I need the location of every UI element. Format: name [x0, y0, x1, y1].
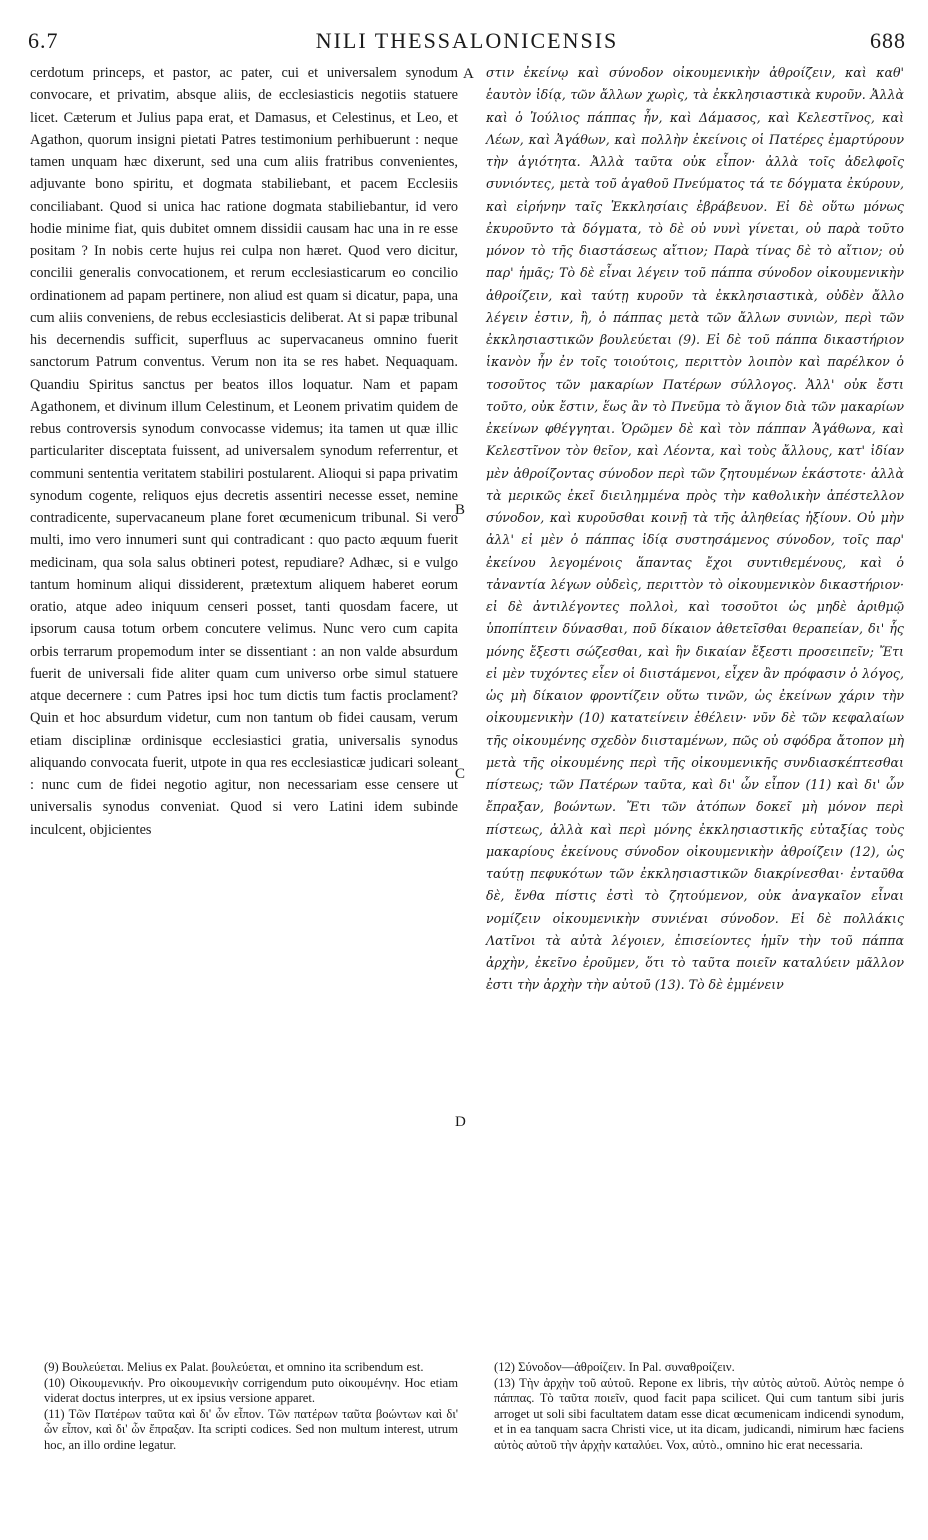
left-page-number: 6.7: [28, 28, 59, 53]
footnote-11: (11) Τῶν Πατέρων ταῦτα καὶ δι' ὧν εἶπον. Τῶν πατέρων ταῦτα βοώντων καὶ δι' ὧν εἶπον, καὶ δι' ὧν ἔπραξαν. Ita scripti codices. Sed non multum interest, utrum hoc, an illo ordine legatur.: [44, 1406, 458, 1452]
greek-text-column: [486, 62, 904, 997]
footnote-9: (9) Βουλεύεται. Melius ex Palat. βουλεύεται, et omnino ita scribendum est.: [44, 1360, 424, 1374]
footnote-10: (10) Οἰκουμενικήν. Pro οἰκουμενικὴν corrigendum puto οἰκουμένην. Hoc etiam viderat doctus interpres, ut ex ipsius versione apparet.: [44, 1375, 458, 1406]
footnotes-left: [44, 1360, 458, 1454]
footnote-13: (13) Τὴν ἀρχὴν τοῦ αὐτοῦ. Repone ex libris, τὴν αὐτὸς αὐτοῦ. Αὐτὸς nempe ὁ πάππας. Τὸ ταῦτα ποιεῖν, quod facit papa scilicet. Qui cum tantum sibi juris arroget ut soli sibi facultatem datam esse dicat œcumenicam indicendi synodum, et in ea tanquam sacra Christi vice, ut ita dicam, judicandi, nimirum hæc faciens αὐτὸς αὐτοῦ τὴν ἀρχὴν καταλύει. Vox, αὐτὸ., omnino hic erat necessaria.: [494, 1375, 904, 1452]
margin-marker-a: A: [463, 66, 474, 82]
margin-marker-c: C: [455, 766, 466, 782]
margin-marker-b: B: [455, 502, 466, 518]
latin-paragraph: cerdotum princeps, et pastor, ac pater, cui et universalem synodum convocare, et privatim, absque aliis, de ecclesiasticis negotiis statuere licet. Cæterum et Julius papa erat, et Damasus, et Celestinus, et Leo, et Agathon, quorum insigni pietati Patres testimonium perhibuerunt : neque tamen unquam hæc dixerunt, sed una cum aliis fratribus convenientes, adjuvante bono spiritu, et dogmata stabiliebant, et pacem Ecclesiis conciliabant. Quod si unica hac ratione dogmata stabiliebantur, id vero hodie minime fiat, quis dubitet omnem dissidii causam hac una in re esse positam ? In nobis certe hujus rei culpa non hæret. Quod vero dicitur, concilii generalis convocationem, et rerum ecclesiasticarum eo concilio ordinationem ad papam pertinere, non aliud est quam si dicatur, papa, una cum aliis conveniens, de rebus ecclesiasticis deliberat. At si papæ tribunal his decernendis sufficit, superfluus ac supervacaneus omnino fuerit sanctorum Patrum conventus. Verum non ita se res habet. Nequaquam. Quandiu Spiritus sanctus per beatos illos loquatur. Nam et papam Agathonem, et divinum illum Celestinum, et Leonem privatim quidem de rebus controversis synodum convocasse videmus; ita tamen ut quæ illic particulariter disceptata fuissent, ad universalem synodum referrentur, et communi sententia veritatem stabiliri postularent. Alioqui si papa privatim synodum cogente, reliquos ejus decretis assentiri necesse esset, nemine contradicente, supervacaneum plane foret œcumenicum tribunal. Si vero multi, imo vero innumeri sunt qui contradicant : quo pacto æquum fuerit medicinam, qua sola salus obtineri potest, repudiare? Adhæc, si e vulgo tantum hominum aliqui dissiderent, prætextum aliquem haberet eorum oratio, atque adeo iniquum censeri posset, tanti quosdam facere, ut ipsorum causa totum orbem concutere velimus. Nunc vero cum capita orbis terrarum propemodum inter se dissentiant : an non valde absurdum fuerit de universali fide aliter quam cum universo orbe simul statuere atque decernere : cum Patres ipsi hoc tum dictis tum factis proclament? Quin et hoc absurdum videtur, cum non tantum ob fidei causam, verum etiam disciplinæ ordinisque ecclesiastici gratia, universalis synodus aliquando convocata fuerit, utpote in qua res ecclesiasticæ judicari soleant : nunc cum de fidei negotio agitur, non necessariam esse censere ut universalis synodus conveniat. Quod si vero Latini idem subinde inculcent, objicientes: [30, 65, 458, 838]
footnotes-right: [494, 1360, 904, 1454]
running-title: NILI THESSALONICENSIS: [315, 28, 619, 53]
running-header: [28, 28, 906, 54]
greek-paragraph: στιν ἐκείνῳ καὶ σύνοδον οἰκουμενικὴν ἀθροίζειν, καὶ καθ' ἑαυτὸν ἰδίᾳ, τῶν ἄλλων χωρὶς, τὰ ἐκκλησιαστικὰ κυροῦν. Ἀλλὰ καὶ ὁ Ἰούλιος πάππας ἦν, καὶ Δάμασος, καὶ Κελεστῖνος, καὶ Λέων, καὶ Ἀγάθων, καὶ πολλὴν ἐκείνοις οἱ Πατέρες ἐμαρτύρουν τὴν ἁγιότητα. Ἀλλὰ ταῦτα οὐκ εἶπον· ἀλλὰ τοῖς ἀδελφοῖς συνιόντες, μετὰ τοῦ ἀγαθοῦ Πνεύματος τά τε δόγματα ἐκύρουν, καὶ εἰρήνην ταῖς Ἐκκλησίαις ἐβράβευον. Εἰ δὲ οὕτω μόνως ἐκυροῦντο τὰ δόγματα, τὸ δὲ οὐ νυνὶ γίνεται, οὐ παρὰ τοῦτο μόνον τὸ τῆς διαστάσεως αἴτιον; Παρὰ τίνας δὲ τὸ αἴτιον; οὐ παρ' ἡμᾶς; Τὸ δὲ εἶναι λέγειν τοῦ πάππα σύνοδον οἰκουμενικὴν ἀθροίζειν, καὶ ταύτῃ κυροῦν τὰ ἐκκλησιαστικὰ, οὐδὲν ἄλλο λέγειν ἐστιν, ἢ, ὁ πάππας μετὰ τῶν ἄλλων συνιὼν, περὶ τῶν ἐκκλησιαστικῶν βουλεύεται (9). Εἰ δὲ τοῦ πάππα δικαστήριον ἱκανὸν ἦν ἐν τοῖς τοιούτοις, περιττὸν λοιπὸν καὶ παρέλκον ὁ τοσοῦτος τῶν μακαρίων Πατέρων σύλλογος. Ἀλλ' οὐκ ἔστι τοῦτο, οὐκ ἔστιν, ἕως ἂν τὸ Πνεῦμα τὸ ἅγιον διὰ τῶν μακαρίων ἐκείνων φθέγγηται. Ὁρῶμεν δὲ καὶ τὸν πάππαν Ἀγάθωνα, καὶ Κελεστῖνον τὸν θεῖον, καὶ Λέοντα, καὶ τοὺς ἄλλους, κατ' ἰδίαν μὲν ἀθροίζοντας σύνοδον περὶ τῶν ζητουμένων ἑκάστοτε· ἀλλὰ τὰ μερικῶς ἐκεῖ διειλημμένα πρὸς τὴν καθολικὴν ἀπέστελλον σύνοδον, καὶ κυροῦσθαι κοινῇ τὰ τῆς ἀληθείας ἠξίουν. Οὐ μὴν ἀλλ' εἰ μὲν ὁ πάππας ἰδίᾳ συστησάμενος σύνοδον, τοῖς παρ' ἐκείνου λεγομένοις ἅπαντας ἔχοι συντιθεμένους, καὶ ὁ τἀναντία λέγων οὐδεὶς, περιττὸν τὸ οἰκουμενικὸν δικαστήριον· εἰ δὲ ἀντιλέγοντες πολλοὶ, καὶ τοσοῦτοι ὡς μηδὲ ἀριθμῷ ὑποπίπτειν δύνασθαι, ποῦ δίκαιον ἀθετεῖσθαι θεραπείαν, δι' ἧς μόνης ἔξεστι σώζεσθαι, καὶ ἣν δικαίαν ἔξεστι προσειπεῖν; Ἔτι εἰ μὲν τυχόντες εἶεν οἱ διιστάμενοι, εἶχεν ἂν πρόφασιν ὁ λόγος, ὡς μὴ δίκαιον φροντίζειν οὕτω τινῶν, ὡς ἐκείνων χάριν τὴν οἰκουμενικὴν (10) κατατείνειν ἐθέλειν· νῦν δὲ τῶν κεφαλαίων τῆς οἰκουμένης σχεδὸν διισταμένων, πῶς οὐ σφόδρα ἄτοπον μὴ μετὰ τῆς οἰκουμένης περὶ τῆς οἰκουμενικῆς συνδιασκέπτεσθαι πίστεως; τῶν Πατέρων ταῦτα, καὶ δι' ὧν εἶπον (11) καὶ δι' ὧν ἔπραξαν, βοώντων. Ἔτι τῶν ἀτόπων δοκεῖ μὴ μόνον περὶ πίστεως, ἀλλὰ καὶ περὶ μόνης ἐκκλησιαστικῆς εὐταξίας τοὺς μακαρίους ἐκείνους σύνοδον οἰκουμενικὴν ἀθροίζειν (12), ὡς ταύτῃ πεφυκότων τῶν ἐκκλησιαστικῶν διακρίνεσθαι· ἐνταῦθα δὲ, ἔνθα πίστις ἐστὶ τὸ ζητούμενον, οὐκ ἀναγκαῖον εἶναι νομίζειν οἰκουμενικὴν συνιέναι σύνοδον. Εἰ δὲ πολλάκις Λατῖνοι τὰ αὐτὰ λέγοιεν, ἐπισείοντες ἡμῖν τὴν τοῦ πάππα ἀρχὴν, ἐκεῖνο ἐροῦμεν, ὅτι τὸ ταῦτα ποιεῖν καταλύειν μᾶλλον ἐστι τὴν ἀρχὴν τὴν αὐτοῦ (13). Τὸ δὲ ἐμμένειν: [486, 65, 904, 993]
right-page-number: 688: [870, 28, 906, 53]
margin-marker-d: D: [455, 1114, 466, 1130]
latin-text-column: [30, 62, 458, 841]
footnote-12: (12) Σύνοδον—ἀθροίζειν. In Pal. συναθροίζειν.: [494, 1360, 735, 1374]
